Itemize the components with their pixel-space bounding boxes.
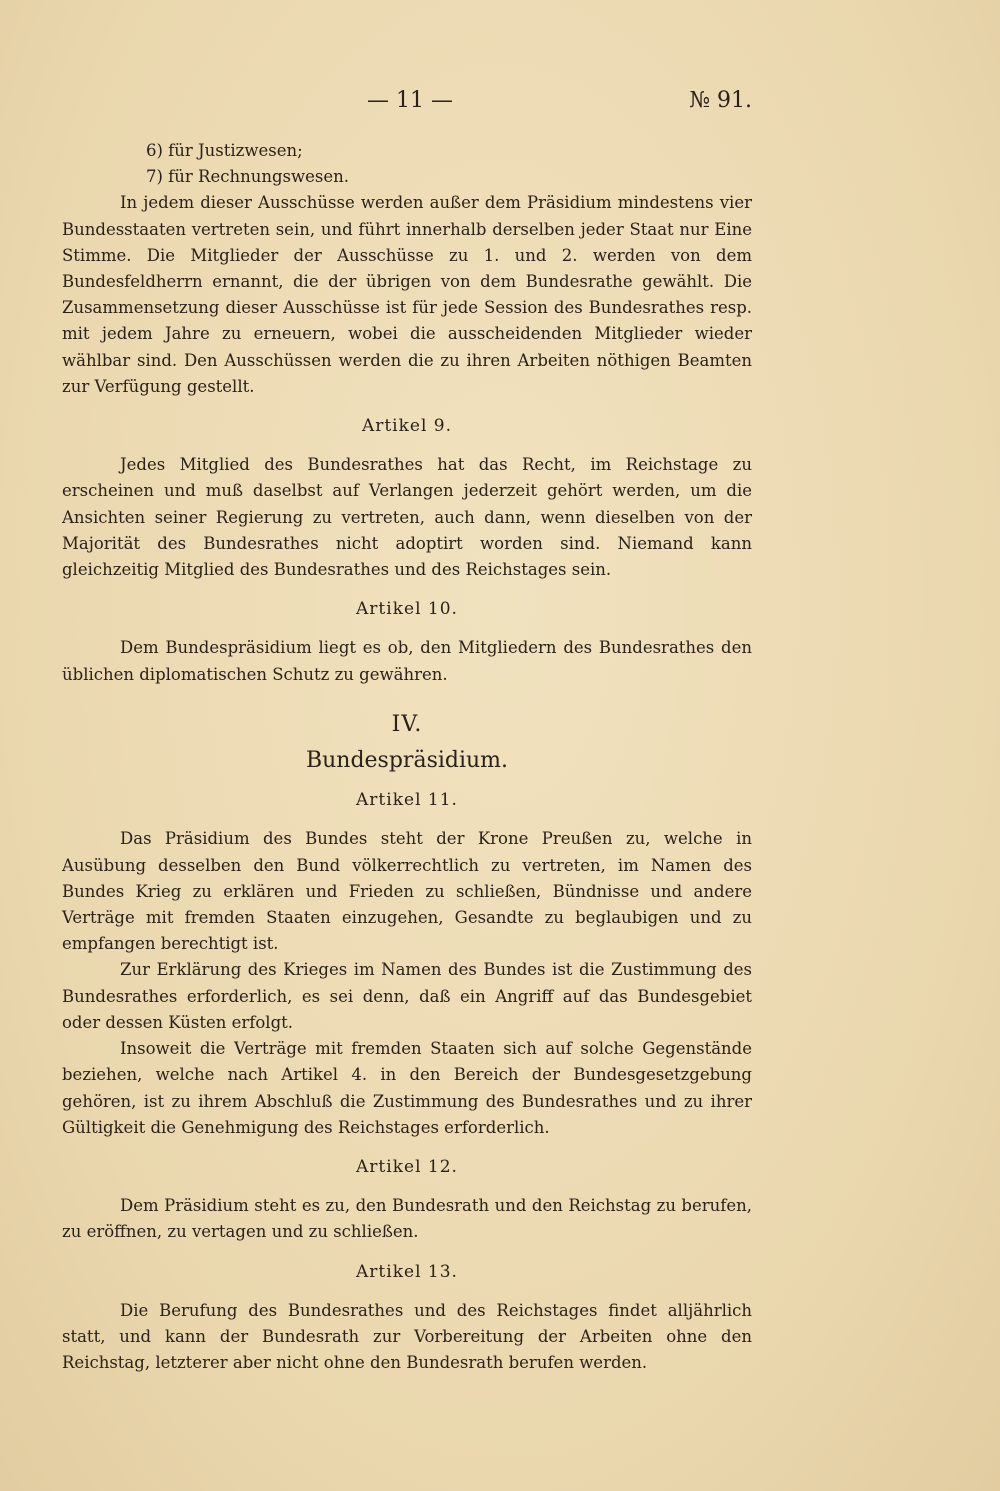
article-heading-13: Artikel 13. bbox=[356, 1261, 458, 1282]
paragraph: Die Berufung des Bundesrathes und des Reichstages findet alljährlich statt, und kann der Bundesrath zur Vorbereitung der Arbeiten ohne den Reichstag, letzterer aber nicht ohne den Bundesrath berufen werden. bbox=[62, 1300, 752, 1373]
paragraph: In jedem dieser Ausschüsse werden außer dem Präsidium mindestens vier Bundesstaaten vertreten sein, und führt innerhalb derselben jeder Staat nur Eine Stimme. Die Mitglieder der Ausschüsse zu 1. und 2. werden von dem Bundesfeldherrn ernannt, die der übrigen von dem Bundesrathe gewählt. Die Zusammensetzung dieser Ausschüsse ist für jede Session des Bundesrathes resp. mit jedem Jahre zu erneuern, wobei die ausscheidenden Mitglieder wieder wählbar sind. Den Ausschüssen werden die zu ihren Arbeiten nöthigen Beamten zur Verfügung gestellt. bbox=[62, 193, 752, 396]
series-number: № 91. bbox=[689, 88, 752, 113]
page-number: — 11 — bbox=[367, 88, 453, 113]
paragraph: Das Präsidium des Bundes steht der Krone Preußen zu, welche in Ausübung desselben den Bund völkerrechtlich zu vertreten, im Namen des Bundes Krieg zu erklären und Frieden zu schließen, Bündnisse und andere Verträge mit fremden Staaten einzugehen, Gesandte zu beglaubigen und zu empfangen berechtigt ist. bbox=[62, 829, 752, 954]
paragraph: Jedes Mitglied des Bundesrathes hat das Recht, im Reichstage zu erscheinen und muß daselbst auf Verlangen jederzeit gehört werden, um die Ansichten seiner Regierung zu vertreten, auch dann, wenn dieselben von der Majorität des Bundesrathes nicht adoptirt worden sind. Niemand kann gleichzeitig Mitglied des Bundesrathes und des Reichstages sein. bbox=[62, 455, 752, 580]
article-heading-12: Artikel 12. bbox=[356, 1156, 458, 1177]
article-heading-11: Artikel 11. bbox=[356, 790, 458, 811]
paragraph: Dem Bundespräsidium liegt es ob, den Mitgliedern des Bundesrathes den üblichen diplomatischen Schutz zu gewähren. bbox=[62, 638, 752, 684]
section-title: Bundespräsidium. bbox=[305, 748, 509, 774]
list-item: 6) für Justizwesen; bbox=[146, 141, 303, 160]
paragraph: Insoweit die Verträge mit fremden Staaten sich auf solche Gegenstände beziehen, welche nach Artikel 4. in den Bereich der Bundesgesetzgebung gehören, ist zu ihrem Abschluß die Zustimmung des Bundesrathes und zu ihrer Gültigkeit die Genehmigung des Reichstages erforderlich. bbox=[62, 1039, 752, 1137]
document-body bbox=[62, 138, 752, 1376]
list-item: 7) für Rechnungswesen. bbox=[146, 167, 350, 187]
article-heading-10: Artikel 10. bbox=[356, 599, 458, 620]
paragraph: Zur Erklärung des Krieges im Namen des Bundes ist die Zustimmung des Bundesrathes erforderlich, es sei denn, daß ein Angriff auf das Bundesgebiet oder dessen Küsten erfolgt. bbox=[62, 960, 752, 1032]
paragraph: Dem Präsidium steht es zu, den Bundesrath und den Reichstag zu berufen, zu eröffnen, zu vertagen und zu schließen. bbox=[62, 1196, 752, 1242]
section-number: IV. bbox=[391, 711, 423, 737]
page-header bbox=[0, 88, 1000, 124]
article-heading-9: Artikel 9. bbox=[361, 416, 453, 437]
